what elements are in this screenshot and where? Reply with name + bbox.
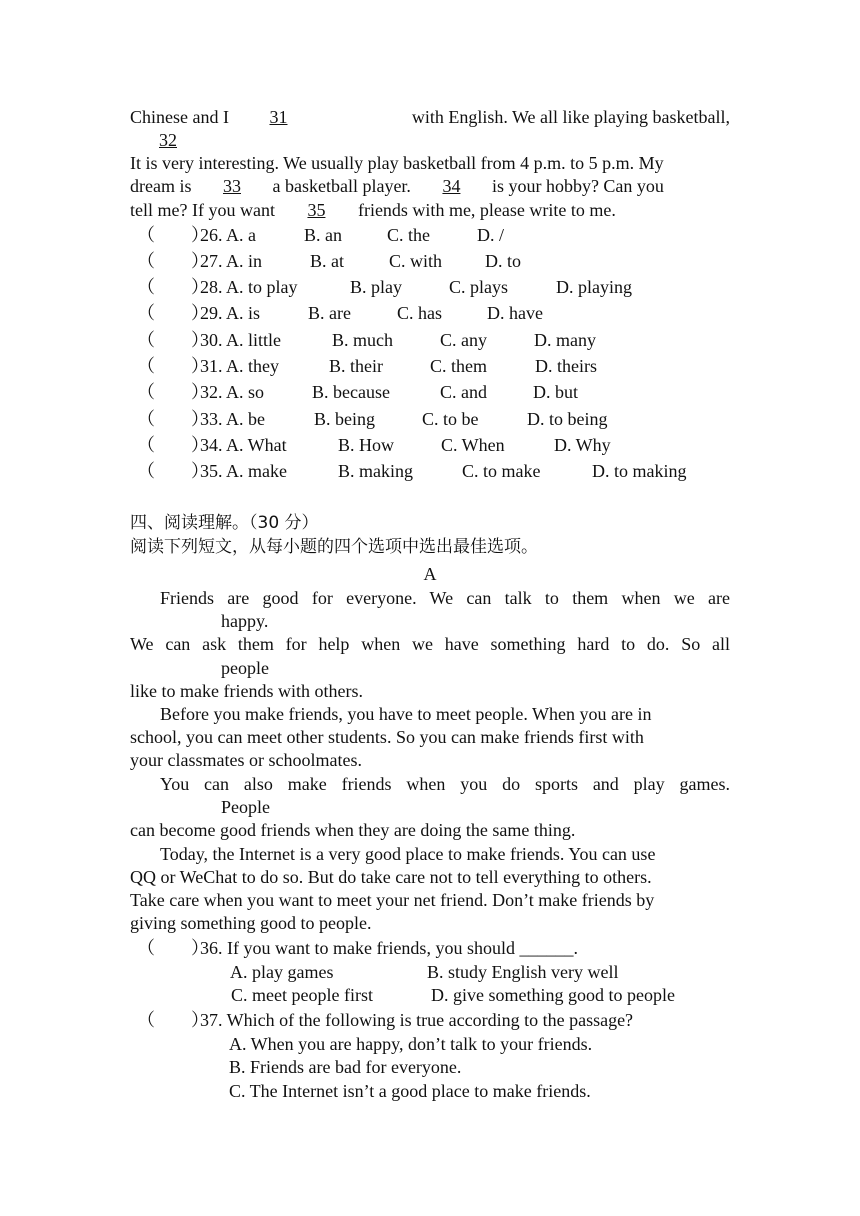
option-b[interactable]: B. because <box>312 382 390 402</box>
option-c[interactable]: C. to be <box>422 409 479 429</box>
option-d[interactable]: D. give something good to people <box>431 985 675 1005</box>
option-b[interactable]: B. their <box>329 356 383 376</box>
answer-paren[interactable]: （ ） <box>137 251 209 271</box>
option-c[interactable]: C. to make <box>462 461 541 481</box>
option-a[interactable]: A. play games <box>230 962 334 982</box>
passage-line: your classmates or schoolmates. <box>130 750 362 770</box>
option-d[interactable]: D. playing <box>556 277 632 297</box>
question-number-option-a[interactable]: 32. A. so <box>200 382 265 402</box>
option-a[interactable]: A. When you are happy, don’t talk to your friends. <box>229 1034 593 1054</box>
blank-34: 34 <box>442 176 461 196</box>
cloze-line-5 <box>130 199 730 221</box>
cloze-text: friends with me, please write to me. <box>357 200 616 220</box>
question-stem: 36. If you want to make friends, you should ______. <box>200 938 578 958</box>
question-number-option-a[interactable]: 31. A. they <box>200 356 279 376</box>
option-c[interactable]: C. When <box>441 435 505 455</box>
section-heading: 四、阅读理解。（30 分） <box>130 513 319 533</box>
option-c[interactable]: C. and <box>440 382 487 402</box>
passage-line: school, you can meet other students. So you can make friends first with <box>130 727 644 747</box>
cloze-text: Chinese and I <box>130 107 229 127</box>
option-b[interactable]: B. play <box>350 277 402 297</box>
option-b[interactable]: B. much <box>332 330 393 350</box>
question-number-option-a[interactable]: 27. A. in <box>200 251 263 271</box>
passage-line: happy. <box>221 611 269 631</box>
passage-line: Friends are good for everyone. We can talk to them when we are <box>160 588 730 608</box>
option-c[interactable]: C. has <box>397 303 442 323</box>
option-d[interactable]: D. Why <box>554 435 611 455</box>
option-c[interactable]: C. plays <box>449 277 509 297</box>
cloze-line-1 <box>130 106 730 128</box>
cloze-text: is your hobby? Can you <box>491 176 664 196</box>
option-d[interactable]: D. have <box>487 303 543 323</box>
section-instruction: 阅读下列短文，从每小题的四个选项中选出最佳选项。 <box>130 537 538 557</box>
cloze-line-2 <box>130 129 730 151</box>
passage-line: people <box>221 658 269 678</box>
option-d[interactable]: D. many <box>534 330 596 350</box>
answer-paren[interactable]: （ ） <box>137 356 209 376</box>
option-b[interactable]: B. Friends are bad for everyone. <box>229 1057 462 1077</box>
question-number-option-a[interactable]: 28. A. to play <box>200 277 298 297</box>
passage-label: A <box>423 564 437 584</box>
answer-paren[interactable]: （ ） <box>137 330 209 350</box>
option-c[interactable]: C. The Internet isn’t a good place to make friends. <box>229 1081 591 1101</box>
option-d[interactable]: D. to making <box>592 461 687 481</box>
answer-paren[interactable]: （ ） <box>137 409 209 429</box>
option-c[interactable]: C. meet people first <box>231 985 373 1005</box>
question-stem: 37. Which of the following is true according to the passage? <box>200 1010 634 1030</box>
option-d[interactable]: D. theirs <box>535 356 597 376</box>
option-b[interactable]: B. making <box>338 461 413 481</box>
option-b[interactable]: B. study English very well <box>427 962 619 982</box>
passage-line: QQ or WeChat to do so. But do take care not to tell everything to others. <box>130 867 652 887</box>
passage-line: We can ask them for help when we have something hard to do. So all <box>130 634 730 654</box>
option-d[interactable]: D. to being <box>527 409 608 429</box>
passage-line: Take care when you want to meet your net friend. Don’t make friends by <box>130 890 655 910</box>
passage-line: Today, the Internet is a very good place to make friends. You can use <box>160 844 656 864</box>
passage-line: You can also make friends when you do sports and play games. <box>160 774 730 794</box>
passage-line: can become good friends when they are doing the same thing. <box>130 820 576 840</box>
answer-paren[interactable]: （ ） <box>137 461 209 481</box>
answer-paren[interactable]: （ ） <box>137 303 209 323</box>
option-d[interactable]: D. to <box>485 251 521 271</box>
cloze-line-3: It is very interesting. We usually play basketball from 4 p.m. to 5 p.m. My <box>130 153 664 173</box>
answer-paren[interactable]: （ ） <box>137 435 209 455</box>
option-b[interactable]: B. How <box>338 435 395 455</box>
option-b[interactable]: B. an <box>304 225 342 245</box>
option-c[interactable]: C. any <box>440 330 487 350</box>
answer-paren[interactable]: （ ） <box>137 277 209 297</box>
passage-line: People <box>221 797 270 817</box>
blank-31: 31 <box>269 107 288 127</box>
question-number-option-a[interactable]: 29. A. is <box>200 303 261 323</box>
blank-32: 32 <box>159 130 177 150</box>
question-number-option-a[interactable]: 26. A. a <box>200 225 256 245</box>
option-c[interactable]: C. with <box>389 251 443 271</box>
option-d[interactable]: D. but <box>533 382 578 402</box>
blank-33: 33 <box>222 176 241 196</box>
blank-35: 35 <box>307 200 326 220</box>
cloze-text: dream is <box>130 176 192 196</box>
question-number-option-a[interactable]: 35. A. make <box>200 461 287 481</box>
question-number-option-a[interactable]: 33. A. be <box>200 409 265 429</box>
answer-paren[interactable]: （ ） <box>137 938 209 958</box>
option-c[interactable]: C. the <box>387 225 430 245</box>
cloze-text: with English. We all like playing basketball, <box>411 107 730 127</box>
cloze-line-4 <box>130 175 730 197</box>
option-d[interactable]: D. / <box>477 225 504 245</box>
question-number-option-a[interactable]: 34. A. What <box>200 435 287 455</box>
question-number-option-a[interactable]: 30. A. little <box>200 330 281 350</box>
answer-paren[interactable]: （ ） <box>137 1010 209 1030</box>
option-b[interactable]: B. being <box>314 409 375 429</box>
cloze-text: a basketball player. <box>272 176 411 196</box>
passage-line: giving something good to people. <box>130 913 372 933</box>
answer-paren[interactable]: （ ） <box>137 382 209 402</box>
option-b[interactable]: B. at <box>310 251 344 271</box>
cloze-text: tell me? If you want <box>130 200 275 220</box>
answer-paren[interactable]: （ ） <box>137 225 209 245</box>
option-b[interactable]: B. are <box>308 303 351 323</box>
passage-line: like to make friends with others. <box>130 681 363 701</box>
passage-line: Before you make friends, you have to meet people. When you are in <box>160 704 652 724</box>
option-c[interactable]: C. them <box>430 356 487 376</box>
